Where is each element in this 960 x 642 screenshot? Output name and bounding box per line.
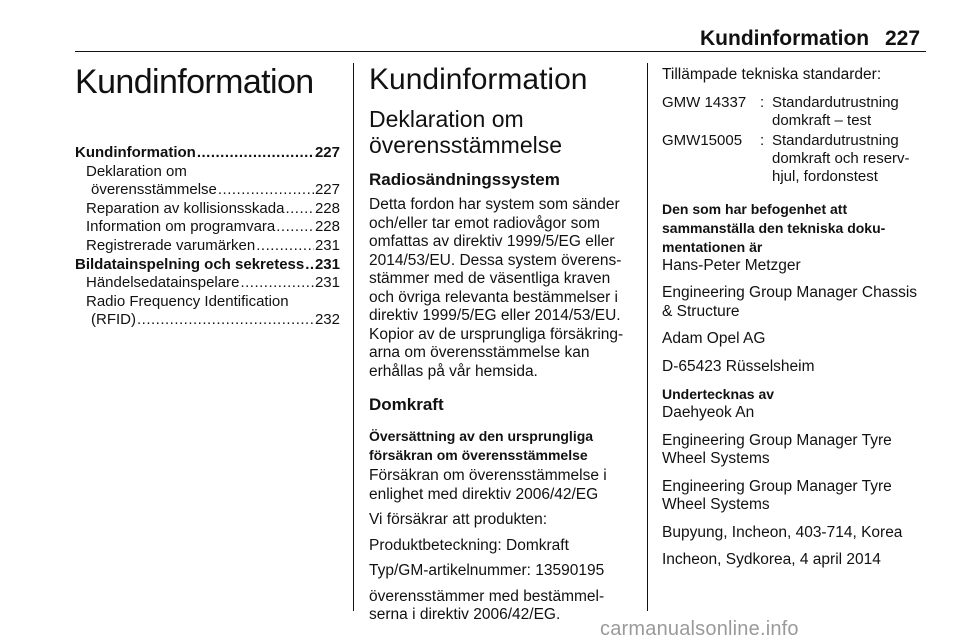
- standards-intro: Tillämpade tekniska standarder:: [662, 66, 882, 83]
- standard-code: GMW 14337: [662, 93, 747, 111]
- toc-entry[interactable]: [75, 181, 340, 200]
- radio-heading: Radiosändningssystem: [369, 170, 560, 189]
- toc-entry-label: Kundinformation: [75, 144, 196, 161]
- toc-entry-page: 231: [314, 236, 340, 254]
- standard-row: [662, 94, 930, 130]
- toc-entry-page: 228: [314, 199, 340, 217]
- signing-date-place: Incheon, Sydkorea, 4 april 2014: [662, 551, 881, 568]
- toc-entry[interactable]: [75, 293, 340, 312]
- signer-title-2: Engineering Group Manager Tyre Wheel Systems: [662, 477, 892, 513]
- toc-leader-dots: [197, 144, 314, 163]
- header-page-number: 227: [885, 27, 921, 50]
- authorized-name: Hans-Peter Metzger: [662, 256, 801, 274]
- chapter-toc-column: [75, 60, 340, 329]
- watermark: carmanualsonline.info: [600, 618, 799, 640]
- column-divider-1: [353, 63, 354, 611]
- toc-leader-dots: [240, 274, 314, 293]
- standard-separator: :: [760, 131, 765, 149]
- company-name: Adam Opel AG: [662, 330, 766, 347]
- toc-entry-label: Händelsedatainspelare: [86, 274, 240, 292]
- section-title: Kundinformation: [369, 63, 588, 96]
- column-divider-2: [647, 63, 648, 611]
- signer-title-1: Engineering Group Manager Tyre Wheel Systems: [662, 431, 892, 467]
- declaration-paragraph-1: Försäkran om överensstämmelse i enlighet med direktiv 2006/42/EG: [369, 467, 607, 503]
- authorized-heading: Den som har befogenhet att sammanställa den tekniska dokumentationen är: [662, 200, 886, 255]
- toc-entry-page: 232: [314, 311, 340, 329]
- signer-name: Daehyeok An: [662, 404, 755, 421]
- standard-separator: :: [760, 93, 765, 111]
- toc-leader-dots: [276, 218, 314, 237]
- signing-location: Bupyung, Incheon, 403-714, Korea: [662, 523, 903, 541]
- toc-entry[interactable]: [75, 163, 340, 182]
- toc-leader-dots: [305, 256, 314, 275]
- header-rule: [75, 51, 926, 52]
- standard-code: GMW15005: [662, 131, 743, 149]
- toc-entry[interactable]: [75, 200, 340, 219]
- toc-entry-label: Information om programvara: [86, 218, 276, 236]
- toc-entry[interactable]: [75, 237, 340, 256]
- signed-heading: Undertecknas av: [662, 386, 775, 402]
- toc-entry-page: 231: [314, 255, 340, 273]
- toc-entry[interactable]: [75, 256, 340, 275]
- toc-entry-page: 231: [314, 274, 340, 292]
- toc-entry-label: överensstämmelse: [91, 181, 217, 199]
- subsection-title-line1: Deklaration om: [369, 106, 524, 132]
- toc-entry-label: (RFID): [91, 311, 136, 329]
- toc-entry-label: Reparation av kollisionsskada: [86, 199, 285, 217]
- declaration-paragraph-2: Vi försäkrar att produkten:: [369, 511, 548, 528]
- toc-entry[interactable]: [75, 218, 340, 237]
- declaration-paragraph-3: Produktbeteckning: Domkraft: [369, 536, 569, 554]
- translation-heading: Översättning av den ursprungliga försäkran om överensstämmelse: [369, 428, 594, 463]
- toc-leader-dots: [256, 237, 314, 256]
- toc-entry[interactable]: [75, 274, 340, 293]
- table-of-contents: [75, 144, 340, 330]
- toc-leader-dots: [285, 200, 314, 219]
- company-address: D-65423 Rüsselsheim: [662, 357, 815, 375]
- standards-column: [662, 66, 930, 579]
- toc-entry-page: 227: [314, 144, 340, 161]
- toc-entry[interactable]: [75, 144, 340, 163]
- chapter-title: Kundinformation: [75, 63, 314, 101]
- standard-description: Standardutrustning domkraft – test: [772, 93, 899, 129]
- standard-description: Standardutrustning domkraft och reservhjul, fordonstest: [772, 131, 910, 185]
- declaration-paragraph-5: överensstämmer med bestämmelserna i direktiv 2006/42/EG.: [369, 587, 605, 623]
- domkraft-heading: Domkraft: [369, 395, 444, 414]
- toc-leader-dots: [218, 181, 314, 200]
- declaration-column: [369, 60, 634, 632]
- toc-entry-label: Deklaration om: [86, 162, 187, 180]
- subsection-title: [369, 106, 634, 158]
- standards-list: [662, 94, 930, 186]
- header-title: Kundinformation: [700, 27, 870, 50]
- toc-entry-page: 227: [314, 181, 340, 199]
- toc-entry-label: Bildatainspelning och sekretess: [75, 255, 305, 273]
- toc-entry-page: 228: [314, 218, 340, 236]
- toc-entry[interactable]: [75, 311, 340, 330]
- authorized-title: Engineering Group Manager Chassis & Structure: [662, 284, 918, 320]
- toc-entry-label: Radio Frequency Identification: [86, 292, 289, 310]
- subsection-title-line2: överensstämmelse: [369, 132, 563, 158]
- declaration-paragraph-4: Typ/GM-artikelnummer: 13590195: [369, 562, 605, 579]
- radio-paragraph: Detta fordon har system som sänder och/eller tar emot radiovågor som omfattas av direktiv 1999/5/EG eller 2014/53/EU. Dessa system överensstämmer med de väsentliga kraven och övriga relevanta bestämmelser i direktiv 1999/5/EG eller 2014/53/EU. Kopior av de ursprungliga försäkringarna om överensstämmelse kan erhållas på vår hemsida.: [369, 196, 624, 380]
- toc-entry-label: Registrerade varumärken: [86, 236, 256, 254]
- toc-leader-dots: [137, 311, 314, 330]
- standard-row: [662, 132, 930, 186]
